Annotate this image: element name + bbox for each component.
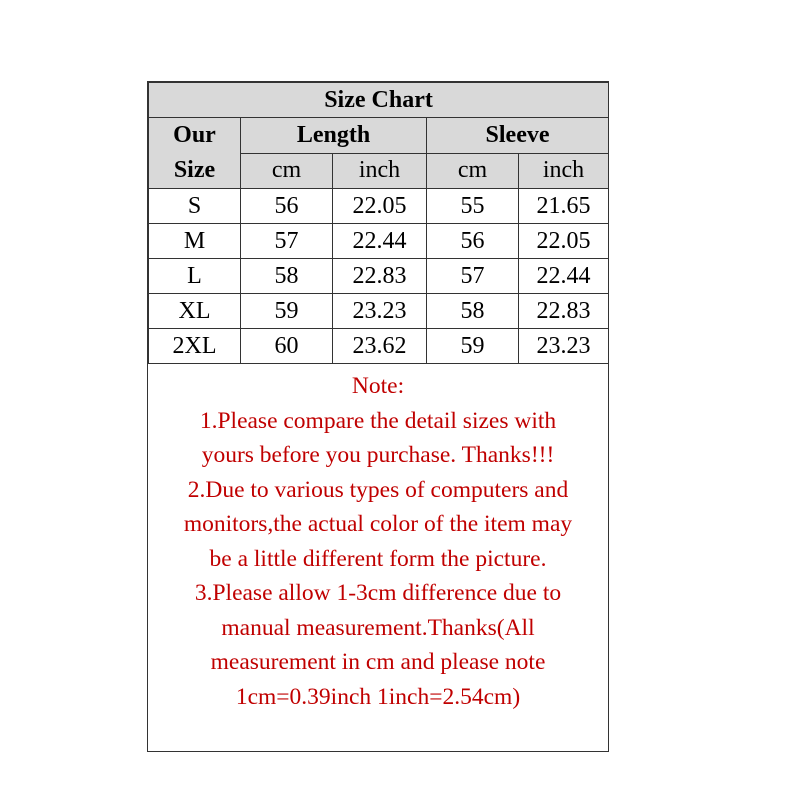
- sleeve-inch-cell: 22.83: [519, 294, 609, 329]
- length-cm-unit: cm: [241, 153, 333, 189]
- size-cell: L: [149, 259, 241, 294]
- sleeve-cm-unit: cm: [427, 153, 519, 189]
- length-inch-cell: 23.62: [333, 329, 427, 364]
- length-inch-cell: 22.44: [333, 224, 427, 259]
- sleeve-cm-cell: 55: [427, 189, 519, 224]
- note-line: yours before you purchase. Thanks!!!: [201, 442, 555, 468]
- size-cell: S: [149, 189, 241, 224]
- table-row: [149, 224, 609, 259]
- sleeve-inch-unit: inch: [519, 153, 609, 189]
- size-cell: XL: [149, 294, 241, 329]
- our-size-header: [149, 118, 241, 189]
- sleeve-cm-cell: 59: [427, 329, 519, 364]
- table-row: [149, 294, 609, 329]
- sleeve-cm-cell: 58: [427, 294, 519, 329]
- sleeve-inch-cell: 23.23: [519, 329, 609, 364]
- length-inch-cell: 23.23: [333, 294, 427, 329]
- sleeve-inch-cell: 22.05: [519, 224, 609, 259]
- chart-title: Size Chart: [149, 83, 609, 118]
- note-line: manual measurement.Thanks(All: [221, 614, 535, 641]
- length-cm-cell: 58: [241, 259, 333, 294]
- note-line: monitors,the actual color of the item may: [183, 511, 573, 537]
- note-line: 3.Please allow 1-3cm difference due to: [194, 580, 562, 606]
- group-header-row: [149, 118, 609, 154]
- sleeve-header: Sleeve: [427, 118, 609, 154]
- length-header: Length: [241, 118, 427, 154]
- length-inch-cell: 22.05: [333, 189, 427, 224]
- note-line: 1cm=0.39inch 1inch=2.54cm): [235, 683, 521, 710]
- note-line: measurement in cm and please note: [210, 649, 546, 675]
- note-block: [148, 369, 608, 714]
- table-row: [149, 329, 609, 364]
- note-line: 1.Please compare the detail sizes with: [199, 407, 557, 434]
- our-size-line1: Our: [173, 122, 216, 148]
- length-inch-unit: inch: [333, 153, 427, 189]
- sleeve-cm-cell: 57: [427, 259, 519, 294]
- length-cm-cell: 60: [241, 329, 333, 364]
- note-line: 2.Due to various types of computers and: [187, 476, 569, 503]
- size-chart-table: [148, 82, 609, 364]
- table-row: [149, 189, 609, 224]
- length-cm-cell: 59: [241, 294, 333, 329]
- sleeve-inch-cell: 22.44: [519, 259, 609, 294]
- size-cell: M: [149, 224, 241, 259]
- length-inch-cell: 22.83: [333, 259, 427, 294]
- sleeve-inch-cell: 21.65: [519, 189, 609, 224]
- length-cm-cell: 56: [241, 189, 333, 224]
- table-row: [149, 259, 609, 294]
- size-cell: 2XL: [149, 329, 241, 364]
- size-chart-sheet: [147, 81, 609, 752]
- our-size-line2: Size: [173, 157, 216, 183]
- length-cm-cell: 57: [241, 224, 333, 259]
- note-heading: Note:: [351, 373, 405, 399]
- sleeve-cm-cell: 56: [427, 224, 519, 259]
- title-row: [149, 83, 609, 118]
- note-line: be a little different form the picture.: [209, 545, 547, 572]
